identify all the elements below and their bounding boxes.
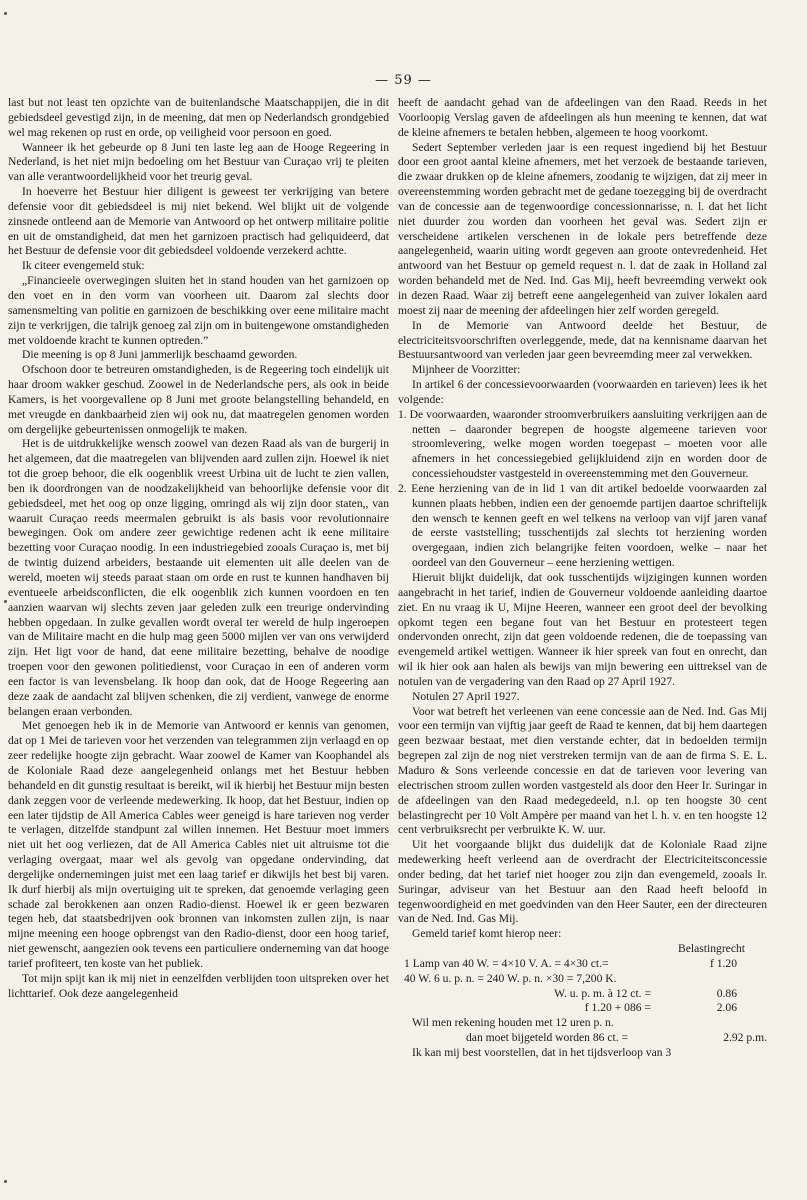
- page-number: — 59 —: [375, 73, 432, 88]
- right-column-paragraphs: [398, 96, 767, 942]
- scan-mark: [4, 1180, 7, 1183]
- tariff-cell-desc: W. u. p. m. à 12 ct. =: [554, 986, 651, 1000]
- tariff-heading: Belastingrecht: [678, 942, 745, 956]
- tariff-row: [398, 1031, 767, 1046]
- tariff-cell-desc: dan moet bijgeteld worden 86 ct. =: [466, 1031, 629, 1045]
- left-column: [8, 96, 389, 1176]
- paragraph: In de Memorie van Antwoord deelde het Bestuur, de electriciteitsvoorschriften overleggende, mede, dat na kennisname daarvan het Bestuursantwoord van verleden jaar geen bevreemding meer zal verwekken.: [398, 318, 767, 362]
- paragraph: last but not least ten opzichte van de buitenlandsche Maatschappijen, die in dit gebiedsdeel gevestigd zijn, in de meening, dat men op Nederlandsch grondgebied wel mag rekenen op rust en orde, op veiligheid voor persoon en goed.: [8, 96, 389, 139]
- paragraph: „Financieele overwegingen sluiten het in stand houden van het garnizoen op den voet en in den vorm van voorheen uit. Daarom zal slechts door samensmelting van politie en garnizoen de beschikking over eene militaire macht zijn te verkrijgen, die talrijk genoeg zal zijn om in buitengewone omstandigheden met voldoende kracht te kunnen optreden.”: [8, 274, 389, 347]
- paragraph: Wanneer ik het gebeurde op 8 Juni ten laste leg aan de Hooge Regeering in Nederland, is het niet mijn bedoeling om het Bestuur van Curaçao vrij te pleiten van alle verantwoordelijkheid voor het treurig geval.: [8, 140, 389, 184]
- tariff-cell-desc: f 1.20 + 086 =: [584, 1001, 651, 1015]
- tariff-row: [398, 1016, 767, 1031]
- tariff-cell-amount: 0.86: [716, 986, 737, 1000]
- tariff-row: [398, 972, 767, 987]
- scan-mark: [4, 12, 7, 15]
- paragraph: heeft de aandacht gehad van de afdeelingen van den Raad. Reeds in het Voorloopig Verslag gaven de afdeelingen als hun meening te kennen, dat wat de kleine afnemers te betalen hebben, algemeen te hoog voorkomt.: [398, 96, 767, 139]
- paragraph: Ofschoon door te betreuren omstandigheden, is de Regeering toch eindelijk uit haar droom wakker geschud. Zoowel in de Nederlandsche pers, als ook in beide Kamers, is het voorgevallene op 8 Juni met groote belangstelling behandeld, en met vreugde en dankbaarheid zien wij ook nu, dat maatregelen genomen worden om dergelijke gebeurtenissen onmogelijk te maken.: [8, 363, 389, 436]
- paragraph: In artikel 6 der concessievoorwaarden (voorwaarden en tarieven) lees ik het volgende:: [398, 378, 767, 406]
- scan-mark: [4, 600, 7, 603]
- paragraph: Het is de uitdrukkelijke wensch zoowel van dezen Raad als van de burgerij in het algemeen, dat die maatregelen van blijvenden aard zullen zijn. Hoewel ik niet tot die groep behoor, die elk oogenblik vreest Urbina uit de lucht te zien vallen, ben ik doordrongen van de noodzakelijkheid van behoorlijke defensie voor dit gebiedsdeel, met het oog op onze ligging, omringd als wij zijn door staten,, van waaruit Curaçao reeds meermalen gebruikt is als basis voor revolutionnaire bewegingen. Ook om andere zeer gewichtige redenen acht ik eene militaire bezetting voor Curaçao noodig. In een industriegebied zooals Curaçao is, met bij de twintig duizend arbeiders, bestaande uit elementen uit alle deelen van de wereld, moeten wij steeds paraat staan om orde en rust te kunnen handhaven bij eventueele arbeidsconflicten, die elk oogenblik zich kunnen voordoen en ten aanzien waarvan wij slechts zeven jaar geleden zulk een treurige ondervinding hebben opgedaan. In zulke gevallen wordt overal ter wereld de hulp ingeroepen van de Militaire macht en die hulp mag geen 5000 mijlen ver van ons verwijderd zijn. Het ligt voor de hand, dat eene militaire bezetting, behalve de noodige troepen voor den gewonen politiedienst, voor Curaçao in een of anderen vorm een factor is van levensbelang. Ik hoop dan ook, dat de Hooge Regeering aan deze zaak de aandacht zal blijven schenken, die zij verdient, vanwege de enorme belangen eraan verbonden.: [8, 437, 389, 718]
- paragraph: Tot mijn spijt kan ik mij niet in eenzelfden verblijden toon uitspreken over het lichttarief. Ook deze aangelegenheid: [8, 971, 389, 1000]
- paragraph: Hieruit blijkt duidelijk, dat ook tusschentijds wijzigingen kunnen worden aangebracht in het tarief, indien de Gouverneur voldoende aanleiding daartoe ziet. En nu vraag ik U, Mijne Heeren, wanneer een groot deel der bevolking opkomt tegen een begane fout van het Bestuur en protesteert tegen ondervonden onrecht, zijn dat geen voldoende redenen, die de toepassing van evengemeld artikel wettigen. Wanneer ik hier spreek van fout en onrecht, dan wil ik hier ook aan halen als bewijs van mijn bewering een uittreksel van de notulen van de vergadering van den Raad op 27 April 1927.: [398, 571, 767, 688]
- paragraph: Ik citeer evengemeld stuk:: [22, 259, 145, 273]
- paragraph: Die meening is op 8 Juni jammerlijk beschaamd geworden.: [22, 348, 298, 362]
- paragraph: Sedert September verleden jaar is een request ingediend bij het Bestuur door een groot aantal kleine afnemers, met het verzoek de bestaande tarieven, die zwaar drukken op de kleine afnemers, zoodanig te wijzigen, dat zij meer in overeenstemming worden gebracht met de gedane toezegging bij de overdracht van de concessie aan de tegenwoordige concessionnarisse, n. l. dat het licht niet duurder zou worden dan voorheen het geval was. Sedert zijn er verscheidene artikelen verschenen in de lokale pers betreffende deze aangelegenheid, waarin uiting wordt gegeven aan groote ontevredenheid. Het antwoord van het Bestuur op gemeld request n. l. dat de zaak in Holland zal worden behandeld met de Ned. Ind. Gas Mij, heeft bevreemding verwekt ook in dezen Raad. Waar zij betreft eene aangelegenheid van zuiver lokalen aard moest zij naar de meening der afdeelingen hier zelf worden geregeld.: [398, 140, 767, 317]
- tariff-cell-desc: 40 W. 6 u. p. n. = 240 W. p. n. ×30 = 7,200 K.: [404, 971, 617, 985]
- paragraph: 2. Eene herziening van de in lid 1 van dit artikel bedoelde voorwaarden zal kunnen plaats hebben, indien een der genoemde partijen daartoe schriftelijk den wensch te kennen geeft en wel telkens na verloop van vijf jaren vanaf de eerste vaststelling; tusschentijds zal slechts tot herziening worden overgegaan, indien zich belangrijke feiten voordoen, welke – naar het oordeel van den Gouverneur – eene herziening wettigen.: [398, 481, 767, 570]
- tariff-cell-amount: 2.06: [716, 1001, 737, 1015]
- tariff-cell-amount: [657, 972, 767, 987]
- tariff-cell-amount: 2.92 p.m.: [723, 1031, 767, 1045]
- right-column: [398, 96, 767, 1176]
- paragraph: 1. De voorwaarden, waaronder stroomverbruikers aansluiting verkrijgen aan de netten – daaronder begrepen de hoogste algemeene tarieven voor stroomlevering, welke mogen worden toegepast – moeten voor alle afnemers in het concessiegebied gelijkluidend zijn en worden door de concessiehoudster vastgesteld in overeenstemming met den Gouverneur.: [398, 407, 767, 481]
- tariff-cell-amount: [657, 1016, 767, 1031]
- tariff-cell-desc: 1 Lamp van 40 W. = 4×10 V. A. = 4×30 ct.=: [404, 956, 609, 970]
- tariff-cell-desc: Wil men rekening houden met 12 uren p. n.: [412, 1016, 614, 1030]
- tariff-table: [398, 942, 767, 1046]
- paragraph: Voor wat betreft het verleenen van eene concessie aan de Ned. Ind. Gas Mij voor een termijn van vijftig jaar geeft de Raad te kennen, dat bij hem daartegen geen bezwaar bestaat, met dien verstande echter, dat in bedoelden termijn begrepen zal zijn de nog niet verstreken termijn van de aan de firma S. E. L. Maduro & Sons verleende concessie en dat de tarieven voor levering van electrischen stroom zullen worden vastgesteld als door den Heer Ir. Suringar in de afdeelingen van den Raad medegedeeld, n.l. op ten hoogste 30 cent belastingrecht per 10 Volt Ampère per maand van het l. h. v. en ten hoogste 12 cent verbruiksrecht per verbruikte K. W. uur.: [398, 704, 767, 837]
- tariff-row: [398, 957, 767, 972]
- paragraph: Uit het voorgaande blijkt dus duidelijk dat de Koloniale Raad zijne medewerking heeft verleend aan de overdracht der Electriciteitsconcessie onder beding, dat het tarief niet hooger zou zijn dan evengemeld, zooals Ir. Suringar, adviseur van het Bestuur aan den Raad heeft beloofd in tegenwoordigheid en met goedvinden van den Heer Sauter, een der directeuren van de Ned. Ind. Gas Mij.: [398, 838, 767, 926]
- tariff-row: [398, 987, 767, 1002]
- paragraph: Mijnheer de Voorzitter:: [412, 363, 521, 377]
- paragraph: In hoeverre het Bestuur hier diligent is geweest ter verkrijging van betere defensie voor dit gebiedsdeel is mij niet bekend. Wel blijkt uit de volgende zinsnede ontleend aan de Memorie van Antwoord op het ontwerp militaire politie en uit de omstandigheid, dat men het garnizoen practisch had geliquideerd, dat het Bestuur de defensie voor dit gebiedsdeel voldoende verzekerd achtte.: [8, 185, 389, 258]
- paragraph: Met genoegen heb ik in de Memorie van Antwoord er kennis van genomen, dat op 1 Mei de tarieven voor het verzenden van telegrammen zijn verlaagd en op zeer redelijke hoogte zijn gebracht. Waar zoowel de Kamer van Koophandel als de Koloniale Raad deze aangelegenheid onlangs met het Bestuur hebben behandeld en dit gunstig resultaat is bereikt, wil ik hierbij het Bestuur mijn besten dank zeggen voor de verleende medewerking. Ik hoop, dat het Bestuur, indien op een later tijdstip de All America Cables weer geneigd is hare tarieven nog verder te verlagen, ditzelfde standpunt zal willen innemen. Het Bestuur moet immers niet uit het oog verliezen, dat de All America Cables niet uit altruisme tot die verlaging overgaat, maar wel als gevolg van opgedane ondervinding, dat dergelijke ondernemingen juist met een laag tarief er dikwijls het best bij varen. Ik durf hierbij als mijn overtuiging uit te spreken, dat genoemde verlaging geen schade zal berokkenen aan onzen Radio-dienst. Hoewel ik er geen bezwaren tegen heb, dat staatsbedrijven ook bronnen van inkomsten zullen zijn, is naar mijne meening een hooge opbrengst van den Radio-dienst, door een hoog tarief, niet gewenscht, aangezien ook tevens een particuliere onderneming van dat hooge tarief profiteert, ten koste van het publiek.: [8, 719, 389, 970]
- closing-line: Ik kan mij best voorstellen, dat in het tijdsverloop van 3: [412, 1046, 672, 1059]
- paragraph: Notulen 27 April 1927.: [412, 689, 520, 703]
- paragraph: Gemeld tarief komt hierop neer:: [412, 927, 562, 941]
- tariff-cell-amount: f 1.20: [709, 956, 737, 970]
- tariff-row: [398, 1001, 767, 1016]
